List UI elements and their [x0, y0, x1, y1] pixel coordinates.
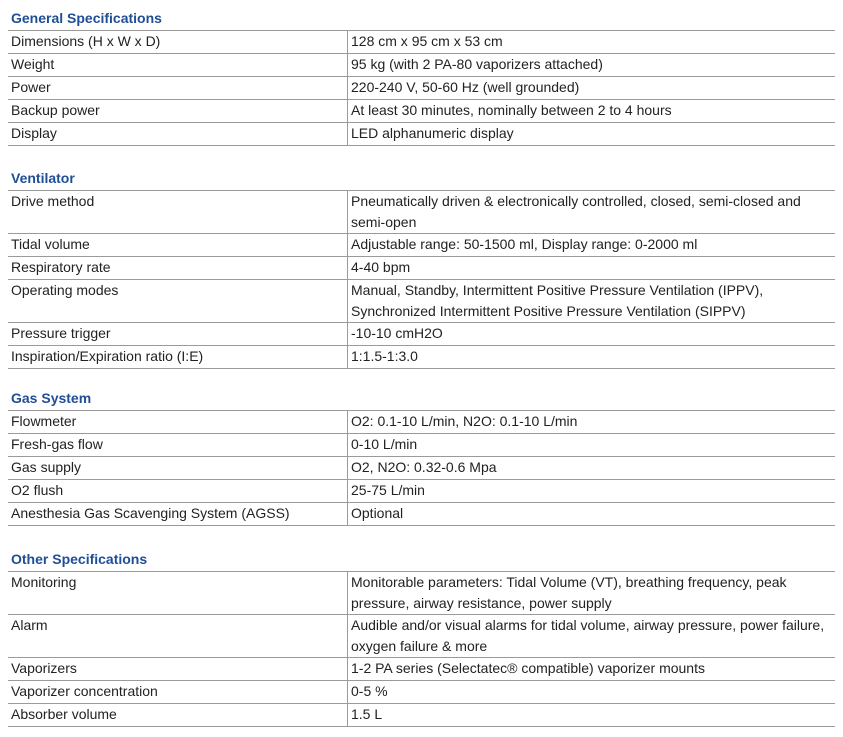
table-row — [8, 123, 835, 146]
table-row — [8, 280, 835, 323]
row-label: Absorber volume — [8, 704, 348, 727]
row-label: Fresh-gas flow — [8, 434, 348, 457]
table-row — [8, 100, 835, 123]
row-label: Backup power — [8, 100, 348, 123]
row-label: Dimensions (H x W x D) — [8, 31, 348, 54]
row-label: Weight — [8, 54, 348, 77]
table-row — [8, 572, 835, 615]
table-row — [8, 615, 835, 658]
row-value: 220-240 V, 50-60 Hz (well grounded) — [348, 77, 836, 100]
row-value: At least 30 minutes, nominally between 2 to 4 hours — [348, 100, 836, 123]
table-row — [8, 681, 835, 704]
row-label: Alarm — [8, 615, 348, 658]
table-row — [8, 54, 835, 77]
row-label: Pressure trigger — [8, 323, 348, 346]
section-title: Other Specifications — [11, 551, 148, 567]
table-row — [8, 31, 835, 54]
table-row — [8, 704, 835, 727]
row-value: LED alphanumeric display — [348, 123, 836, 146]
spec-table — [8, 30, 835, 146]
row-value: 0-5 % — [348, 681, 836, 704]
row-value: 1-2 PA series (Selectatec® compatible) vaporizer mounts — [348, 658, 836, 681]
row-value: Manual, Standby, Intermittent Positive Pressure Ventilation (IPPV), Synchronized Intermittent Positive Pressure Ventilation (SIPPV) — [348, 280, 836, 323]
row-label: Vaporizers — [8, 658, 348, 681]
row-value: 25-75 L/min — [348, 480, 836, 503]
spec-table — [8, 571, 835, 727]
row-label: Respiratory rate — [8, 257, 348, 280]
row-label: Vaporizer concentration — [8, 681, 348, 704]
row-value: 128 cm x 95 cm x 53 cm — [348, 31, 836, 54]
table-row — [8, 346, 835, 369]
row-value: O2, N2O: 0.32-0.6 Mpa — [348, 457, 836, 480]
row-value: O2: 0.1-10 L/min, N2O: 0.1-10 L/min — [348, 411, 836, 434]
table-row — [8, 658, 835, 681]
row-label: Operating modes — [8, 280, 348, 323]
row-value: 4-40 bpm — [348, 257, 836, 280]
row-label: Gas supply — [8, 457, 348, 480]
row-value: Audible and/or visual alarms for tidal volume, airway pressure, power failure, oxygen failure & more — [348, 615, 836, 658]
table-row — [8, 457, 835, 480]
section-title: Gas System — [11, 390, 92, 406]
section-title: Ventilator — [11, 170, 75, 186]
spec-table — [8, 410, 835, 526]
table-row — [8, 434, 835, 457]
table-row — [8, 234, 835, 257]
row-label: Monitoring — [8, 572, 348, 615]
row-value: -10-10 cmH2O — [348, 323, 836, 346]
table-row — [8, 323, 835, 346]
row-value: 1.5 L — [348, 704, 836, 727]
row-label: Inspiration/Expiration ratio (I:E) — [8, 346, 348, 369]
row-label: Anesthesia Gas Scavenging System (AGSS) — [8, 503, 348, 526]
row-label: Power — [8, 77, 348, 100]
row-value: 1:1.5-1:3.0 — [348, 346, 836, 369]
row-value: Optional — [348, 503, 836, 526]
row-value: 0-10 L/min — [348, 434, 836, 457]
row-value: 95 kg (with 2 PA-80 vaporizers attached) — [348, 54, 836, 77]
row-label: Display — [8, 123, 348, 146]
row-label: Tidal volume — [8, 234, 348, 257]
row-value: Monitorable parameters: Tidal Volume (VT), breathing frequency, peak pressure, airway resistance, power supply — [348, 572, 836, 615]
table-row — [8, 503, 835, 526]
row-value: Pneumatically driven & electronically controlled, closed, semi-closed and semi-open — [348, 191, 836, 234]
spec-table — [8, 190, 835, 369]
table-row — [8, 257, 835, 280]
row-label: O2 flush — [8, 480, 348, 503]
row-label: Drive method — [8, 191, 348, 234]
table-row — [8, 411, 835, 434]
table-row — [8, 191, 835, 234]
table-row — [8, 77, 835, 100]
row-value: Adjustable range: 50-1500 ml, Display range: 0-2000 ml — [348, 234, 836, 257]
row-label: Flowmeter — [8, 411, 348, 434]
table-row — [8, 480, 835, 503]
section-title: General Specifications — [11, 10, 162, 26]
